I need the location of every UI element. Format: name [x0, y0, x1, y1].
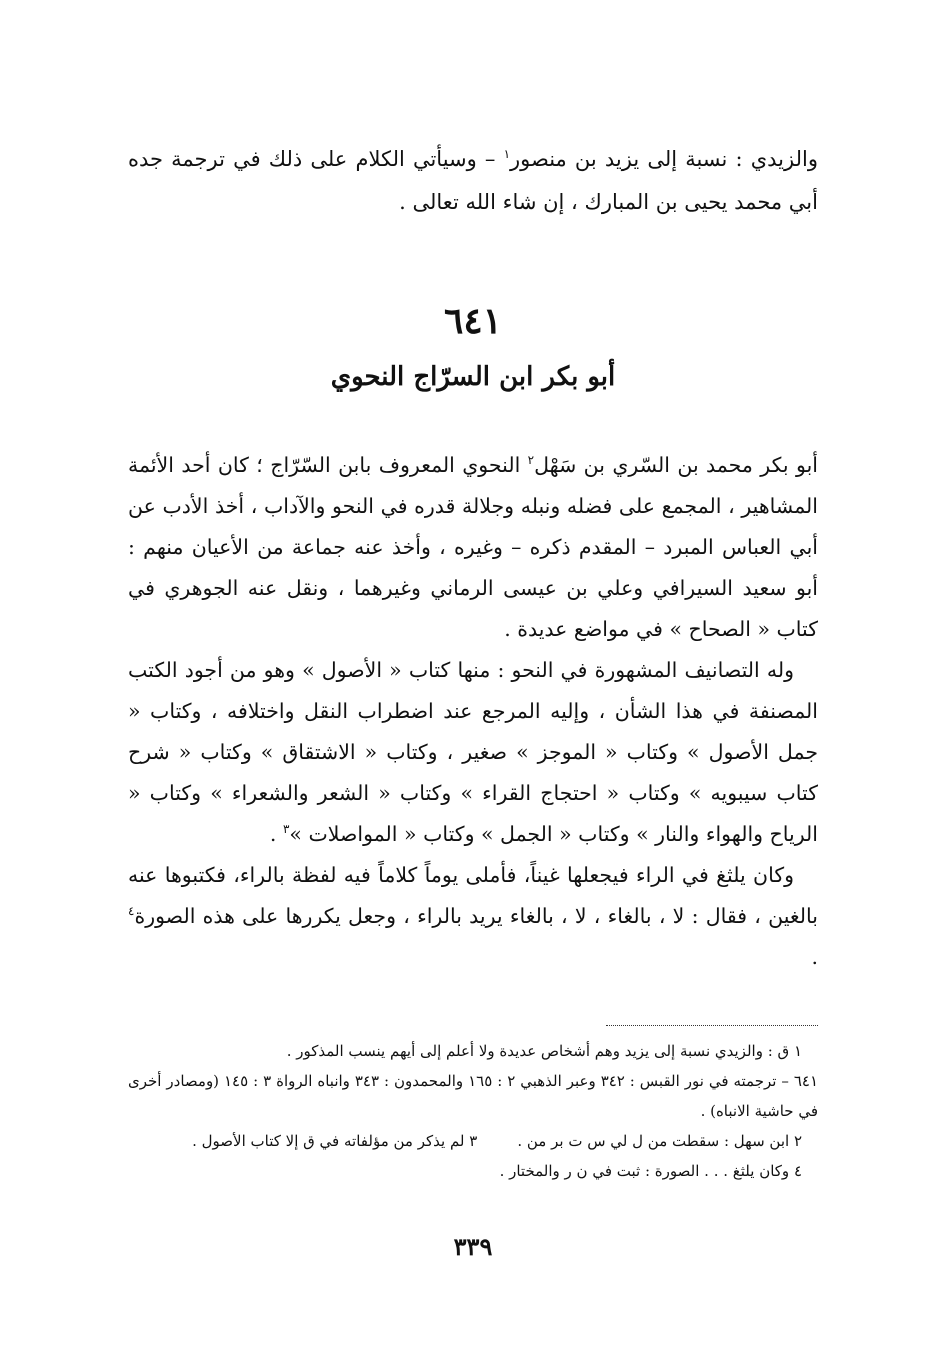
entry-title: أبو بكر ابن السرّاج النحوي — [330, 362, 616, 392]
paragraph-3-footnote-ref[interactable]: ٤ — [128, 904, 135, 919]
paragraph-2-footnote-ref[interactable]: ٣ — [282, 822, 290, 837]
footnote-4: ٤ وكان يلثغ . . . الصورة : ثبت في ن ر والمختار . — [499, 1162, 802, 1180]
footnote-641-sources: ٦٤١ – ترجمته في نور القبس : ٣٤٢ وعبر الذهبي ٢ : ١٦٥ والمحمدون : ٣٤٣ وانباه الرواة ٣ : ١٤٥ (ومصادر أخرى في حاشية الانباه) . — [128, 1072, 819, 1120]
intro-paragraph — [128, 138, 818, 224]
body-paragraph-3 — [128, 855, 818, 978]
paragraph-3-text: وكان يلثغ في الراء فيجعلها غيناً، فأملى يوماً كلاماً فيه لفظة بالراء، فكتبوها عنه بالغين ، فقال : لا ، بالغاء ، لا ، بالغاء يريد بالراء ، وجعل يكررها على هذه الصورة — [128, 863, 818, 928]
footnote-2: ٢ ابن سهل : سقطت من ل لي س ت بر من . — [517, 1132, 802, 1150]
page-number: ٣٣٩ — [453, 1232, 493, 1261]
footnote-1: ١ ق : والزيدي نسبة إلى يزيد وهم أشخاص عديدة ولا أعلم إلى أيهم ينسب المذكور . — [286, 1042, 802, 1060]
body-paragraph-2 — [128, 650, 818, 855]
paragraph-2-text-continued: . — [269, 822, 283, 846]
paragraph-2-text: وله التصانيف المشهورة في النحو : منها كتاب « الأصول » وهو من أجود الكتب المصنفة في هذا الشأن ، وإليه المرجع عند اضطراب النقل واختلافه ، وكتاب « جمل الأصول » وكتاب « الموجز » صغير ، وكتاب « الاشتقاق » وكتاب « شرح كتاب سيبويه » وكتاب « احتجاج القراء » وكتاب « الشعر والشعراء » وكتاب « الرياح والهواء والنار » وكتاب « الجمل » وكتاب « المواصلات » — [128, 658, 818, 846]
footnote-3: ٣ لم يذكر من مؤلفاته في ق إلا كتاب الأصول . — [192, 1132, 478, 1150]
paragraph-1-text-continued: النحوي المعروف بابن السّرّاج ؛ كان أحد الأئمة المشاهير ، المجمع على فضله ونبله وجلالة قدره في النحو والآداب ، أخذ الأدب عن أبي العباس المبرد – المقدم ذكره – وغيره ، وأخذ عنه جماعة من الأعيان منهم : أبو سعيد السيرافي وعلي بن عيسى الرماني وغيرهما ، ونقل عنه الجوهري في كتاب « الصحاح » في مواضع عديدة . — [128, 453, 818, 641]
paragraph-3-text-continued: . — [811, 945, 818, 969]
entry-body — [128, 445, 818, 978]
book-page — [128, 0, 818, 1365]
footnotes-section — [128, 1036, 818, 1186]
footnote-row-2-3 — [128, 1126, 818, 1156]
paragraph-1-footnote-ref[interactable]: ٢ — [527, 453, 535, 468]
entry-number: ٦٤١ — [443, 300, 502, 342]
paragraph-1-text: أبو بكر محمد بن السّري بن سَهْل — [534, 453, 818, 477]
intro-text-continued: – وسيأتي الكلام على ذلك في ترجمة جده أبي محمد يحيى بن المبارك ، إن شاء الله تعالى . — [128, 147, 818, 214]
body-paragraph-1 — [128, 445, 818, 650]
intro-text: والزيدي : نسبة إلى يزيد بن منصور — [510, 147, 818, 171]
intro-footnote-ref[interactable]: ١ — [503, 147, 511, 161]
footnote-divider — [606, 1025, 818, 1026]
